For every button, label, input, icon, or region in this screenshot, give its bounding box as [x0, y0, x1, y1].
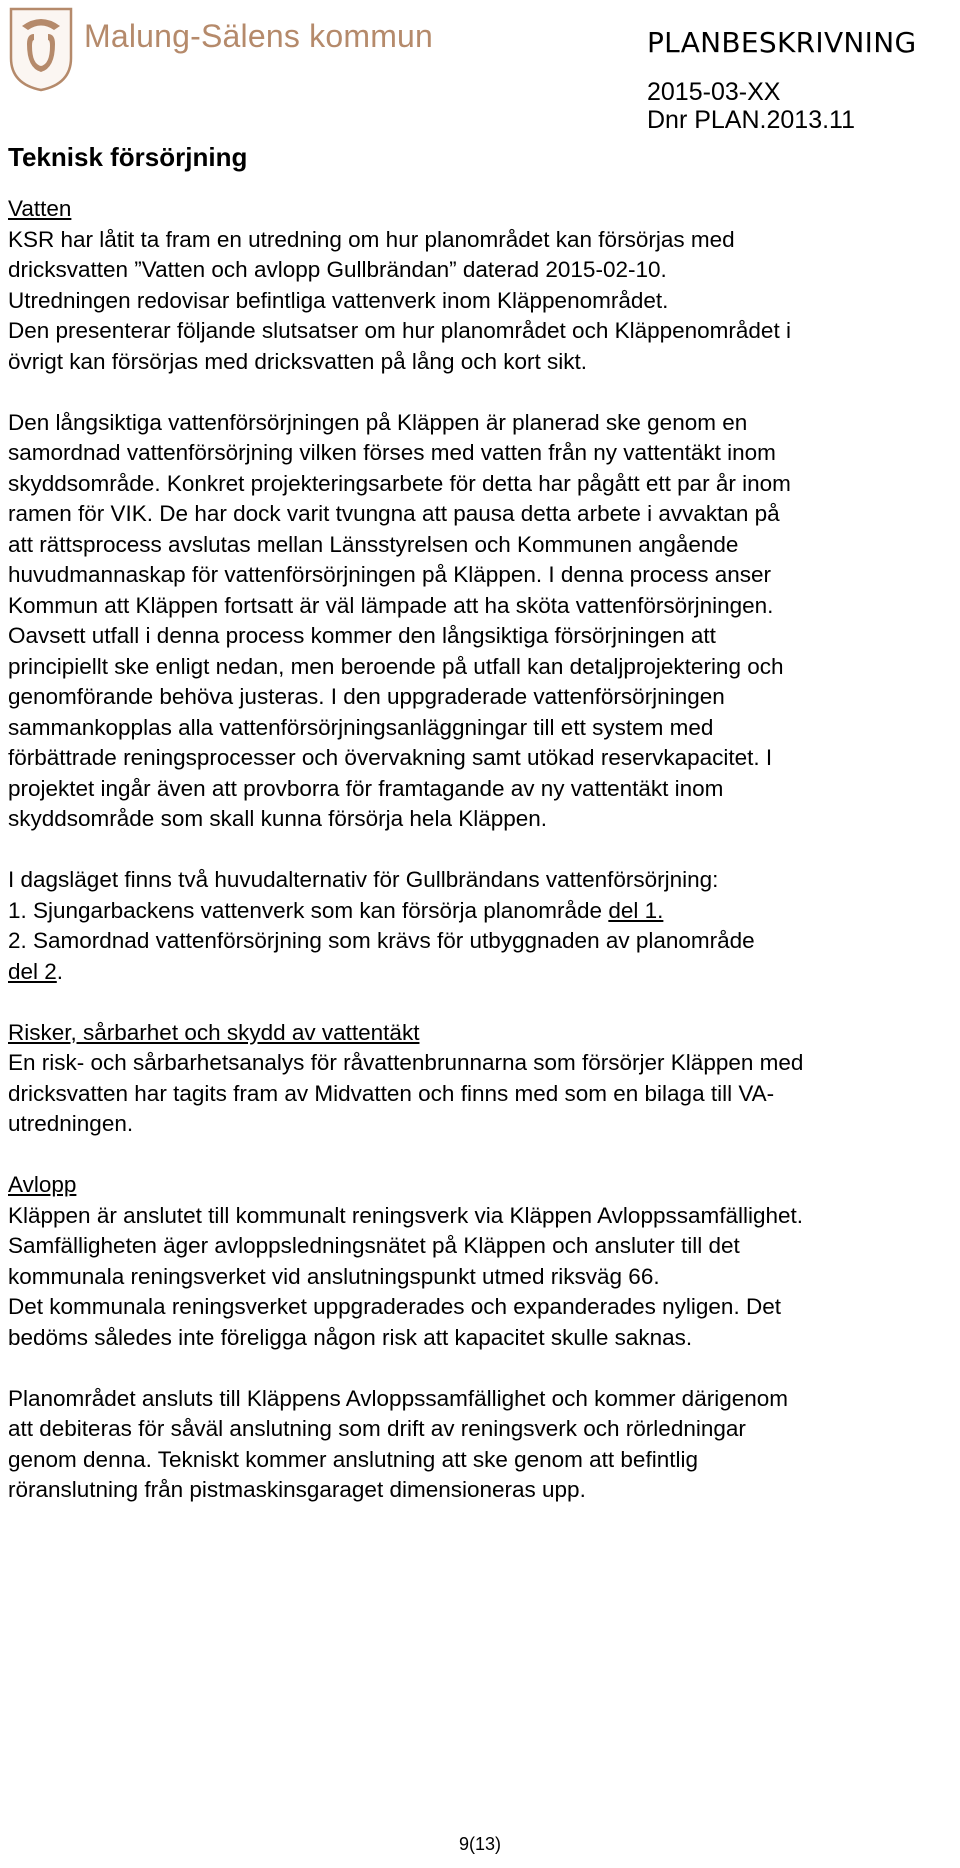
alternative-item-1	[8, 896, 956, 927]
text-line: att debiteras för såväl anslutning som drift av reningsverk och rörledningar	[8, 1416, 746, 1441]
alternative-item-2-end: .	[56, 958, 64, 984]
text-line: KSR har låtit ta fram en utredning om hur planområdet kan försörjas med	[8, 226, 735, 252]
heading-avlopp: Avlopp	[8, 1172, 77, 1197]
alternative-item-2-ref: del 2	[8, 958, 57, 984]
alternative-item-1-text: 1. Sjungarbackens vattenverk som kan försörja planområde	[8, 897, 609, 923]
text-line: övrigt kan försörjas med dricksvatten på lång och kort sikt.	[8, 348, 588, 374]
text-line: dricksvatten har tagits fram av Midvatten och finns med som en bilaga till VA-	[8, 1080, 775, 1106]
text-line: Utredningen redovisar befintliga vattenverk inom Kläppenområdet.	[8, 287, 669, 313]
text-line: skyddsområde. Konkret projekteringsarbete för detta har pågått ett par år inom	[8, 470, 791, 496]
text-line: kommunala reningsverket vid anslutningspunkt utmed riksväg 66.	[8, 1263, 660, 1289]
text-line: förbättrade reningsprocesser och övervakning samt utökad reservkapacitet. I	[8, 745, 773, 770]
text-line: dricksvatten ”Vatten och avlopp Gullbrändan” daterad 2015-02-10.	[8, 257, 667, 282]
text-line: Oavsett utfall i denna process kommer den långsiktiga försörjningen att	[8, 623, 716, 648]
document-body	[8, 194, 956, 1506]
text-line: Den långsiktiga vattenförsörjningen på Kläppen är planerad ske genom en	[8, 409, 748, 435]
text-line: Kommun att Kläppen fortsatt är väl lämpade att ha sköta vattenförsörjningen.	[8, 592, 774, 618]
text-line: huvudmannaskap för vattenförsörjningen på Kläppen. I denna process anser	[8, 562, 772, 587]
text-line: att rättsprocess avslutas mellan Länsstyrelsen och Kommunen angående	[8, 531, 739, 557]
text-line: Den presenterar följande slutsatser om hur planområdet och Kläppenområdet i	[8, 318, 791, 343]
text-line: Samfälligheten äger avloppsledningsnätet på Kläppen och ansluter till det	[8, 1233, 740, 1258]
text-line: principiellt ske enligt nedan, men beroende på utfall kan detaljprojektering och	[8, 653, 784, 679]
heading-vatten: Vatten	[8, 196, 72, 221]
document-dnr: Dnr PLAN.2013.11	[647, 106, 855, 134]
text-line: skyddsområde som skall kunna försörja hela Kläppen.	[8, 806, 548, 831]
text-line: En risk- och sårbarhetsanalys för råvattenbrunnarna som försörjer Kläppen med	[8, 1050, 804, 1075]
text-line: ramen för VIK. De har dock varit tvungna att pausa detta arbete i avvaktan på	[8, 501, 780, 526]
municipality-logo	[8, 6, 433, 92]
text-line: bedöms således inte föreligga någon risk att kapacitet skulle saknas.	[8, 1324, 693, 1350]
alternative-item-2-cont	[8, 957, 956, 988]
text-line: Det kommunala reningsverket uppgraderades och expanderades nyligen. Det	[8, 1294, 781, 1319]
org-name: Malung-Sälens kommun	[84, 18, 434, 54]
text-line: Planområdet ansluts till Kläppens Avloppssamfällighet och kommer därigenom	[8, 1385, 788, 1411]
text-line: sammankopplas alla vattenförsörjningsanläggningar till ett system med	[8, 714, 714, 740]
horseshoe-shield-icon	[8, 6, 74, 92]
text-line: Kläppen är anslutet till kommunalt reningsverk via Kläppen Avloppssamfällighet.	[8, 1202, 804, 1228]
document-type: PLANBESKRIVNING	[647, 26, 917, 59]
document-date: 2015-03-XX	[647, 78, 781, 106]
text-line: samordnad vattenförsörjning vilken förses med vatten från ny vattentäkt inom	[8, 440, 776, 465]
section-title: Teknisk försörjning	[8, 142, 248, 172]
text-line: röranslutning från pistmaskinsgaraget dimensioneras upp.	[8, 1477, 586, 1502]
text-line: genomförande behöva justeras. I den uppgraderade vattenförsörjningen	[8, 684, 725, 709]
text-line: projektet ingår även att provborra för framtagande av ny vattentäkt inom	[8, 775, 724, 801]
alternatives-intro: I dagsläget finns två huvudalternativ för Gullbrändans vattenförsörjning:	[8, 867, 719, 892]
page-number: 9(13)	[458, 1834, 502, 1854]
text-line: genom denna. Tekniskt kommer anslutning att ske genom att befintlig	[8, 1446, 698, 1472]
heading-risker: Risker, sårbarhet och skydd av vattentäkt	[8, 1019, 420, 1045]
text-line: utredningen.	[8, 1111, 134, 1136]
alternative-item-2: 2. Samordnad vattenförsörjning som krävs för utbyggnaden av planområde	[8, 928, 755, 953]
alternative-item-1-ref: del 1.	[608, 897, 664, 923]
